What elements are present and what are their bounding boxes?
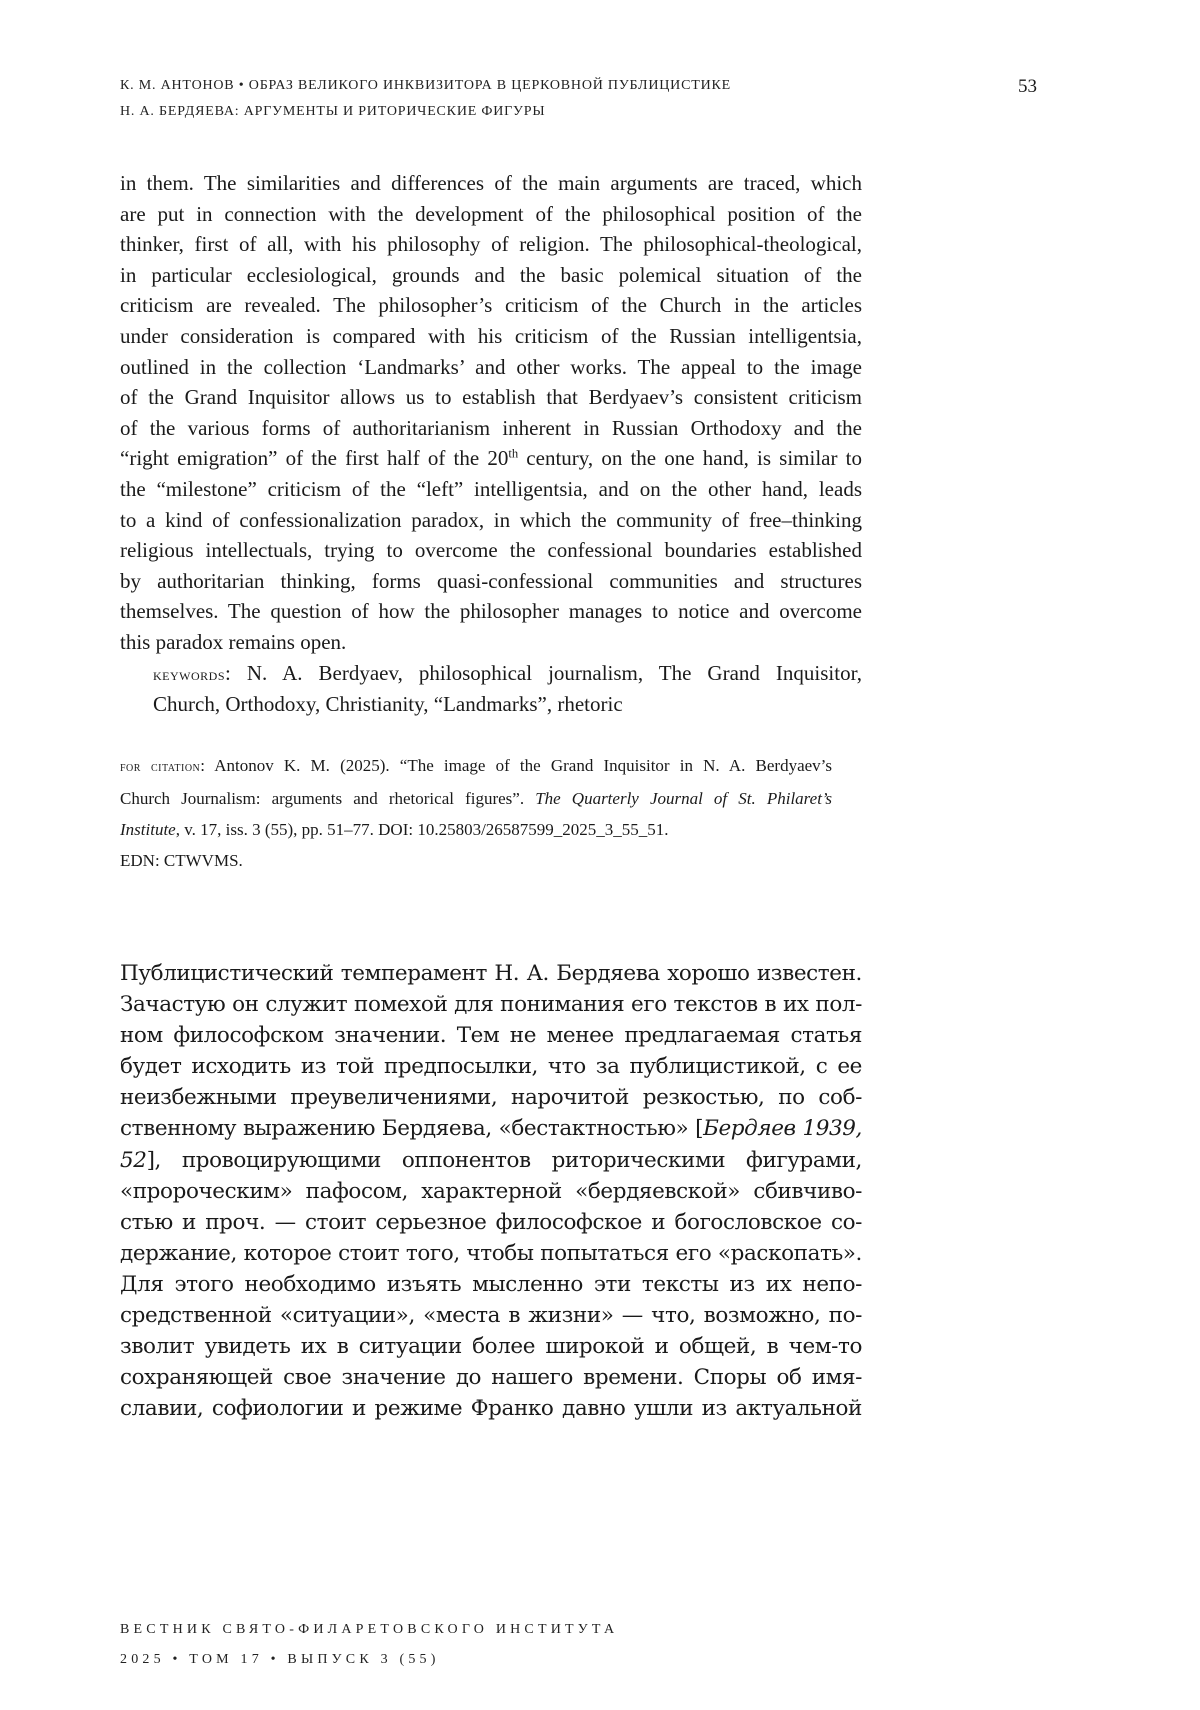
abstract-line: are put in connection with the development of the philosophical position of the — [120, 201, 862, 226]
citation-label: for citation — [120, 759, 201, 775]
abstract-line: outlined in the collection ‘Landmarks’ and other works. The appeal to the image — [120, 354, 862, 379]
abstract-line: in particular ecclesiological, grounds and the basic polemical situation of the — [120, 262, 862, 287]
abstract-line: religious intellectuals, trying to overcome the confessional boundaries established — [120, 538, 862, 563]
body-line: ном философском значении. Тем не менее предлагаемая статья — [120, 1023, 862, 1049]
citation-line: Church Journalism: arguments and rhetorical figures”. The Quarterly Journal of St. Philaret’s — [120, 789, 833, 808]
citation-line: Institute, v. 17, iss. 3 (55), pp. 51–77. DOI: 10.25803/26587599_2025_3_55_51. — [120, 820, 669, 839]
page-number: 53 — [1018, 76, 1037, 97]
body-text — [120, 958, 862, 1424]
citation-edn: EDN: CTWVMS. — [120, 851, 243, 870]
keywords-line: Church, Orthodoxy, Christianity, “Landmarks”, rhetoric — [153, 692, 623, 717]
body-line: ственному выражению Бердяева, «бестактностью» [Бердяев 1939, — [120, 1116, 862, 1142]
abstract-line: of the Grand Inquisitor allows us to establish that Berdyaev’s consistent criticism — [120, 385, 862, 410]
body-line: зволит увидеть их в ситуации более широкой и общей, в чем-то — [120, 1334, 862, 1360]
keywords-label: keywords — [153, 663, 225, 684]
footer-journal: ВЕСТНИК СВЯТО-ФИЛАРЕТОВСКОГО ИНСТИТУТА — [120, 1622, 619, 1637]
abstract — [120, 168, 862, 720]
body-line: славии, софиологии и режиме Франко давно ушли из актуальной — [120, 1396, 862, 1422]
body-line: Зачастую он служит помехой для понимания его текстов в их пол- — [120, 992, 862, 1018]
body-line: средственной «ситуации», «места в жизни» — что, возможно, по- — [120, 1303, 862, 1329]
header-title: ОБРАЗ ВЕЛИКОГО ИНКВИЗИТОРА В ЦЕРКОВНОЙ ПУБЛИЦИСТИКЕ — [248, 78, 731, 93]
body-line: стью и проч. — стоит серьезное философское и богословское со- — [120, 1209, 862, 1235]
body-line: неизбежными преувеличениями, нарочитой резкостью, по соб- — [120, 1085, 862, 1111]
running-header-line-1 — [120, 78, 731, 94]
running-header-line-2: Н. А. БЕРДЯЕВА: АРГУМЕНТЫ И РИТОРИЧЕСКИЕ ФИГУРЫ — [120, 104, 546, 119]
abstract-line: in them. The similarities and differences of the main arguments are traced, which — [120, 171, 862, 195]
body-line: Для этого необходимо изъять мысленно эти тексты из их непо- — [120, 1271, 862, 1297]
abstract-line: of the various forms of authoritarianism inherent in Russian Orthodoxy and the — [120, 415, 862, 440]
abstract-line: criticism are revealed. The philosopher’s criticism of the Church in the articles — [120, 293, 862, 318]
body-line: будет исходить из той предпосылки, что за публицистикой, с ее — [120, 1054, 862, 1080]
body-line: «пророческим» пафосом, характерной «бердяевской» сбивчиво- — [120, 1178, 862, 1204]
body-line: Публицистический темперамент Н. А. Бердяева хорошо известен. — [120, 961, 862, 986]
header-author: К. М. АНТОНОВ — [120, 78, 235, 93]
abstract-line: this paradox remains open. — [120, 629, 347, 654]
abstract-line: themselves. The question of how the philosopher manages to notice and overcome — [120, 599, 862, 624]
citation — [120, 750, 832, 876]
abstract-line: “right emigration” of the first half of the 20th century, on the one hand, is similar to — [120, 446, 862, 471]
bullet: • — [238, 78, 245, 93]
abstract-line: to a kind of confessionalization paradox, in which the community of free–thinking — [120, 507, 862, 532]
body-line: сохраняющей свое значение до нашего времени. Споры об имя- — [120, 1365, 862, 1391]
body-line: 52], провоцирующими оппонентов риторическими фигурами, — [120, 1147, 862, 1173]
abstract-line: the “milestone” criticism of the “left” intelligentsia, and on the other hand, leads — [120, 476, 862, 501]
abstract-line: by authoritarian thinking, forms quasi-confessional communities and structures — [120, 568, 862, 593]
citation-line: for citation: Antonov K. M. (2025). “The image of the Grand Inquisitor in N. A. Berdyaev’s — [120, 756, 832, 775]
abstract-line: under consideration is compared with his criticism of the Russian intelligentsia, — [120, 323, 862, 348]
abstract-line: thinker, first of all, with his philosophy of religion. The philosophical-theological, — [120, 232, 862, 257]
body-line: держание, которое стоит того, чтобы попытаться его «раскопать». — [120, 1240, 862, 1266]
keywords-line: keywords: N. A. Berdyaev, philosophical journalism, The Grand Inquisitor, — [153, 660, 862, 685]
footer-issue: 2025 • ТОМ 17 • ВЫПУСК 3 (55) — [120, 1652, 440, 1667]
